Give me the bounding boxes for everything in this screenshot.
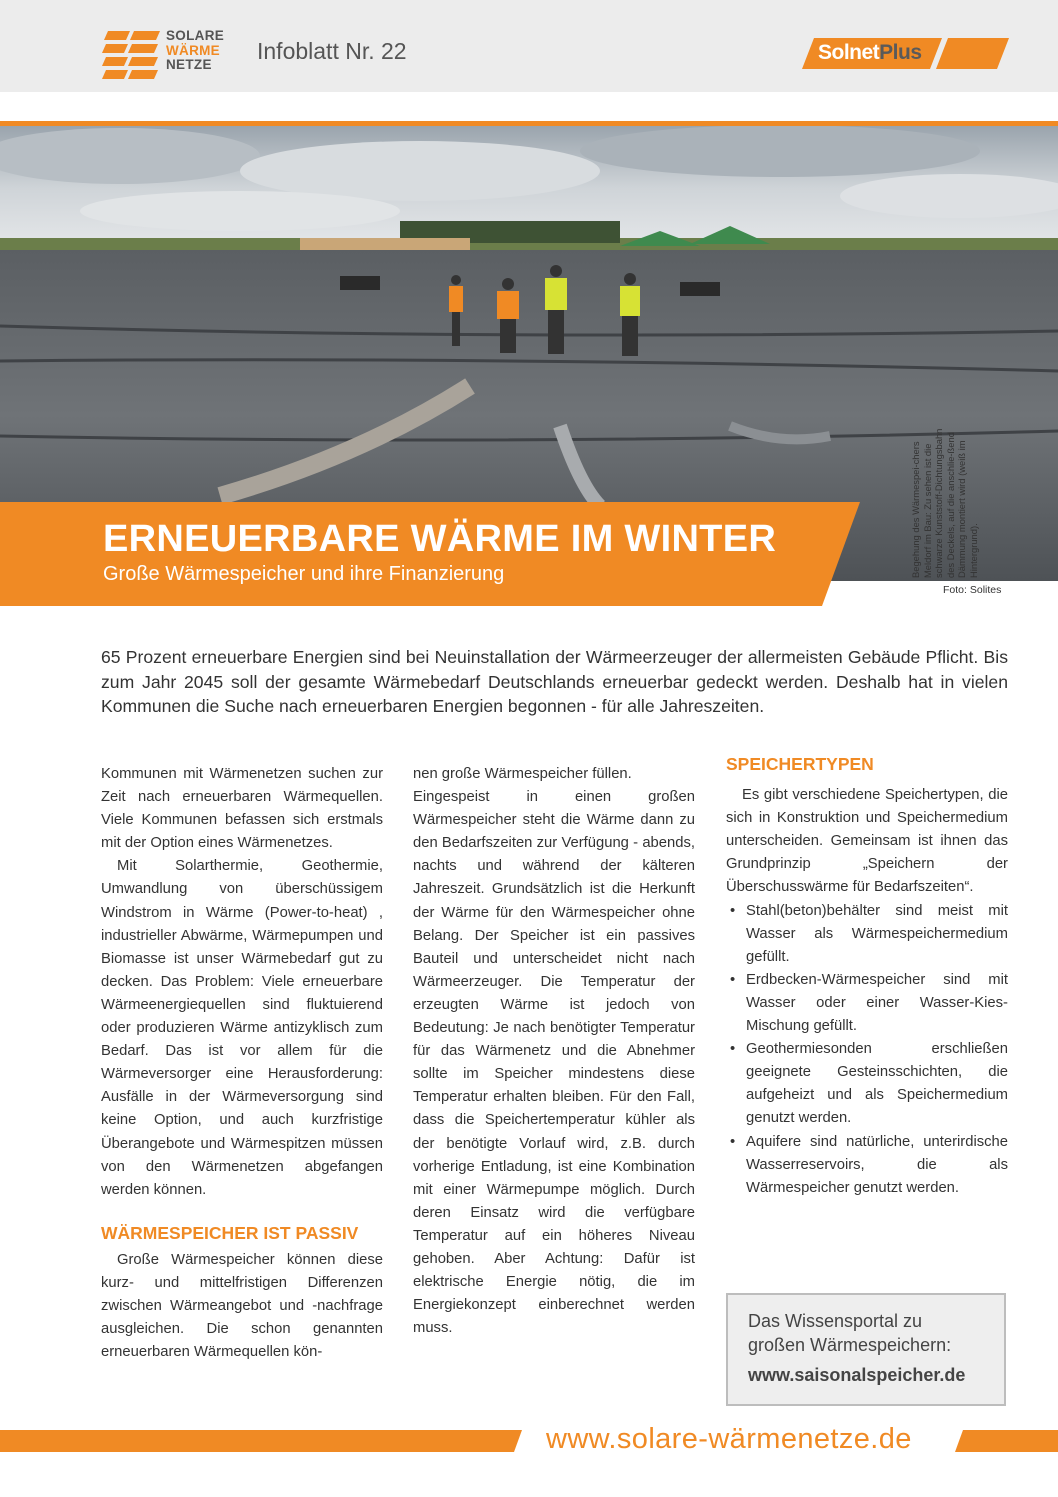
logo-line-2: WÄRME [166,42,220,58]
column-2 [413,763,695,1340]
logo-line-1: SOLARE [166,28,225,43]
portal-line-2: großen Wärmespeichern: [748,1335,952,1355]
speichertypen-list [726,900,1008,1200]
column-1 [101,763,383,1364]
col2-paragraph-1: nen große Wärmespeicher füllen. [413,766,632,782]
col1-paragraph-2: Mit Solarthermie, Geothermie, Umwandlung von überschüssigem Windstrom in Wärme (Power-to-heat) , industrieller Abwärme, Wärmepumpen und Biomasse ist unser Wärmebedarf gut zu decken. Das Problem: Viele erneuerbare Wärmeenergiequellen sind fluktuierend oder produzieren Wärme antizyklisch zum Bedarf. Das ist vor allem für die Wärmeversorger eine Herausforderung: Ausfälle in der Wärmeversorgung sind keine Option, und auch kurzfristige Überangebote und Wärmespitzen müssen von den Wärmenetzen abgefangen werden können. [101,858,383,1198]
col3-paragraph-1: Es gibt verschiedene Speichertypen, die sich in Konstruktion und Speichermedium unterscheiden. Gemeinsam ist ihnen das Grundprinzip „Speichern der Überschusswärme für Bedarfszeiten“. [726,787,1008,896]
solnet-plus-label [818,41,922,65]
plus-label: Plus [879,41,922,64]
heading-waermespeicher-passiv: WÄRMESPEICHER IST PASSIV [101,1222,359,1243]
col1-paragraph-3: Große Wärmespeicher können diese kurz- und mittelfristigen Differenzen zwischen Wärmeangebot und -nachfrage ausgleichen. Die schon genannten erneuerbaren Wärmequellen kön- [101,1251,383,1361]
logo-wordmark [166,29,224,73]
portal-text [748,1309,951,1357]
col2-paragraph-2: Eingespeist in einen großen Wärmespeicher steht die Wärme dann zu den Bedarfszeiten zur Verfügung - abends, nachts und während der kälteren Jahreszeit. Grundsätzlich ist die Herkunft der Wärme für den Wärmespeicher ohne Belang. Der Speicher ist ein passives Bauteil und unterscheidet nicht nach Wärmeerzeuger. Die Temperatur der erzeugten Wärme ist jedoch von Bedeutung: Je nach benötigter Temperatur für das Wärmenetz und die Abnehmer sollte im Speicher mindestens diese Temperatur erhalten bleiben. Für den Fall, dass die Speichertemperatur kühler als der benötigte Vorlauf wird, z.B. durch vorherige Entladung, ist eine Kombination mit einer Wärmepumpe möglich. Durch deren Einsatz wird die verfügbare Temperatur auf ein höheres Niveau gehoben. Aber Achtung: Dafür ist elektrische Energie nötig, die im Energiekonzept einberechnet werden muss. [413,789,695,1337]
list-item: • Stahl(beton)behälter sind meist mit Wasser als Wärmespeichermedium gefüllt. [726,900,1008,969]
list-item: • Aquifere sind natürliche, unterirdische Wasserreservoirs, die als Wärmespeicher genutzt werden. [726,1131,1008,1200]
heading-speichertypen: SPEICHERTYPEN [726,754,874,774]
portal-line-1: Das Wissensportal zu [748,1311,923,1331]
column-3 [726,753,1008,1200]
infoblatt-number: Infoblatt Nr. 22 [257,38,407,64]
logo-line-3: NETZE [166,57,212,72]
footer-bar-right [955,1430,1058,1452]
photo-credit: Foto: Solites [943,584,1002,596]
solnet-label: Solnet [818,41,880,64]
portal-link[interactable]: www.saisonalspeicher.de [748,1365,966,1385]
logo-icon [102,31,162,79]
wissensportal-box [726,1293,1006,1406]
col1-paragraph-1: Kommunen mit Wärmenetzen suchen zur Zeit nach erneuerbaren Wärmequellen. Viele Kommunen befassen sich erstmals mit der Option eines Wärmenetzes. [101,766,383,852]
photo-caption: Begehung des Wärmespei-chers Meldorf im Bau: Zu sehen ist die schwarze Kunststoff-Dichtungsbahn des Deckels, auf die anschlie-ßend Dämmung montiert wird (weiß im Hintergrund). [910,428,979,578]
footer-website-link[interactable]: www.solare-wärmenetze.de [546,1423,912,1455]
list-item: • Geothermiesonden erschließen geeignete Gesteinsschichten, die aufgeheizt und als Speichermedium genutzt werden. [726,1038,1008,1130]
intro-paragraph: 65 Prozent erneuerbare Energien sind bei Neuinstallation der Wärmeerzeuger der allermeisten Gebäude Pflicht. Bis zum Jahr 2045 soll der gesamte Wärmebedarf Deutschlands erneuerbar gedeckt werden. Deshalb hat in vielen Kommunen die Suche nach erneuerbaren Energien begonnen - für alle Jahreszeiten. [101,647,1008,716]
list-item: • Erdbecken-Wärmespeicher sind mit Wasser oder einer Wasser-Kies-Mischung gefüllt. [726,969,1008,1038]
page-subtitle: Große Wärmespeicher und ihre Finanzierung [103,563,505,585]
footer-bar-left [0,1430,522,1452]
page-title: ERNEUERBARE WÄRME IM WINTER [103,518,777,560]
